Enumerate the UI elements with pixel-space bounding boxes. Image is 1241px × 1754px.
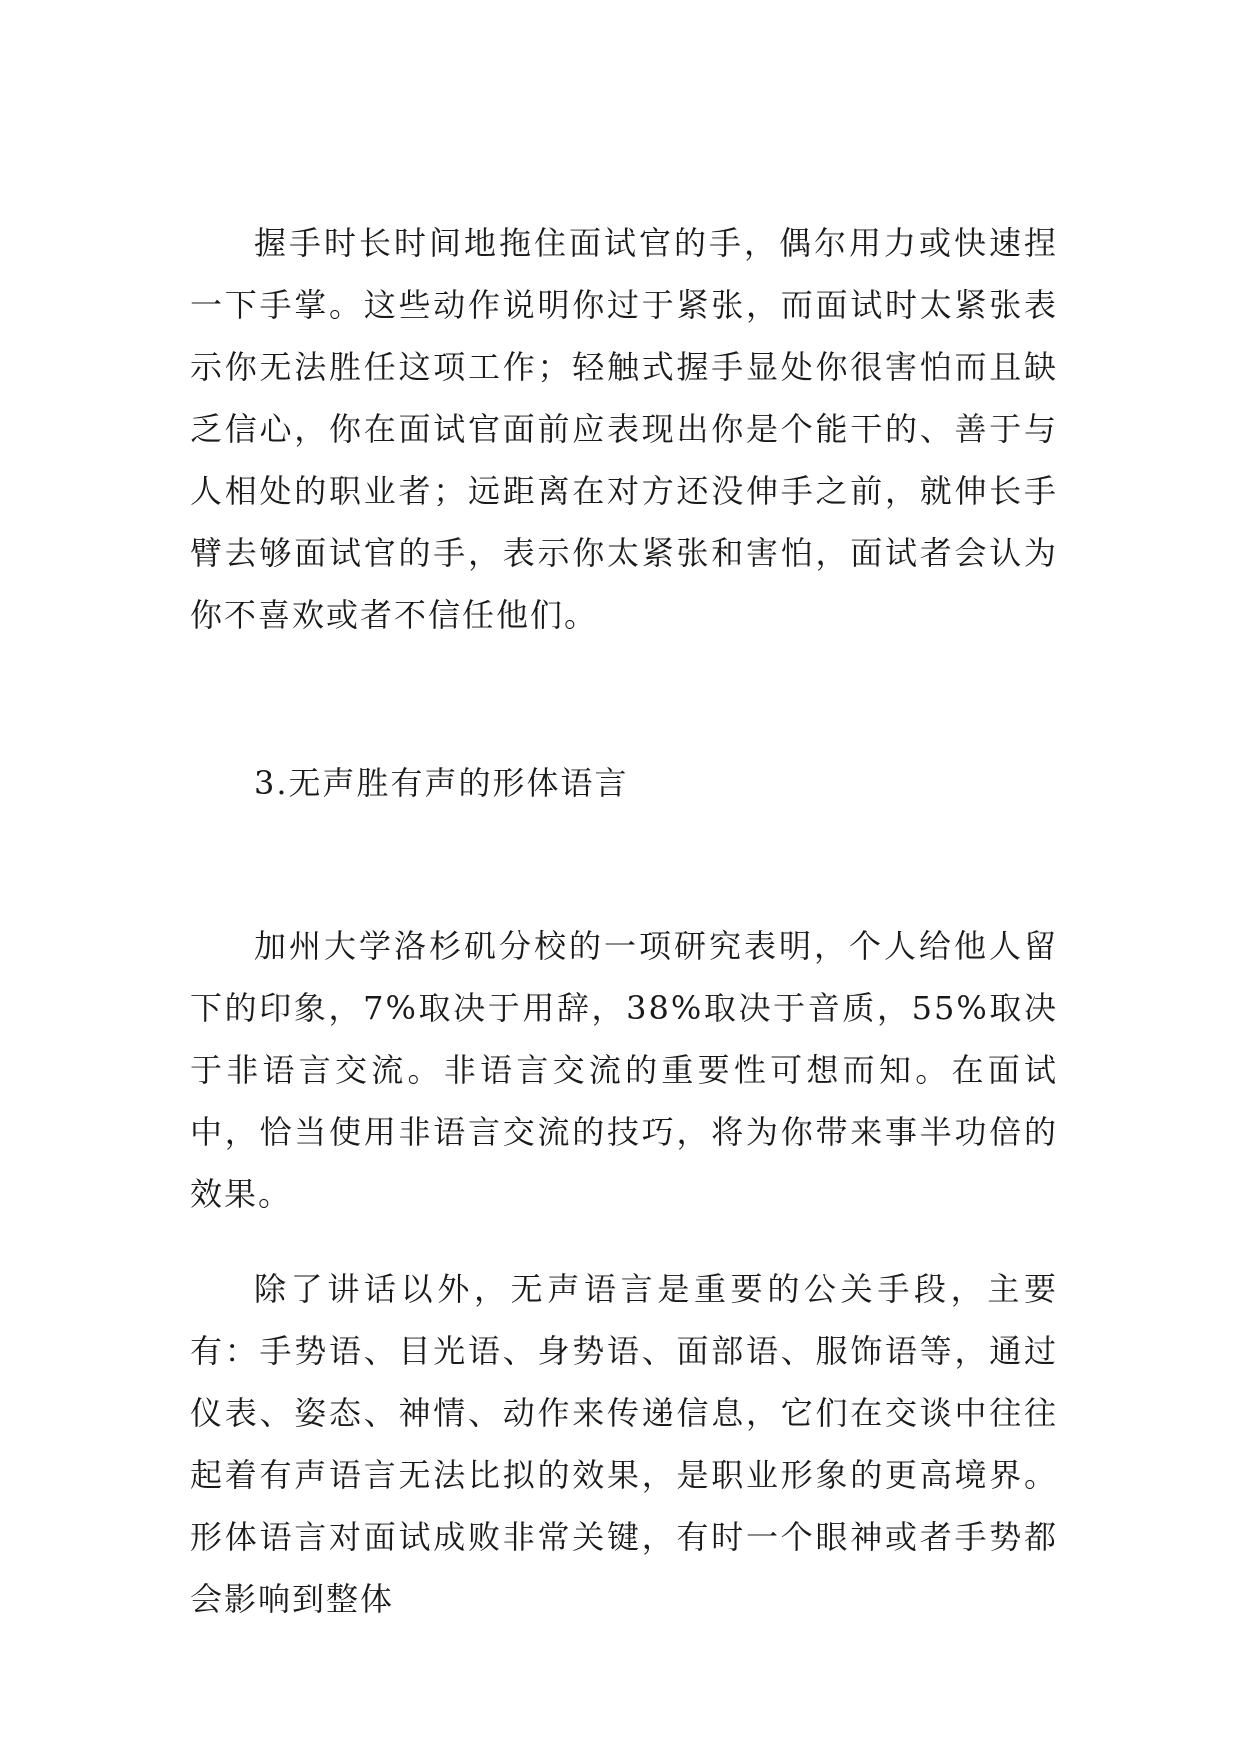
body-paragraph-handshake: 握手时长时间地拖住面试官的手，偶尔用力或快速捏一下手掌。这些动作说明你过于紧张，而面试时太紧张表示你无法胜任这项工作；轻触式握手显处你很害怕而且缺乏信心，你在面试官面前应表现出你是个能干的、善于与人相处的职业者；远距离在对方还没伸手之前，就伸长手臂去够面试官的手，表示你太紧张和害怕，面试者会认为你不喜欢或者不信任他们。 <box>190 224 1058 634</box>
body-paragraph-research: 加州大学洛杉矶分校的一项研究表明，个人给他人留下的印象，7%取决于用辞，38%取决于音质，55%取决于非语言交流。非语言交流的重要性可想而知。在面试中，恰当使用非语言交流的技巧，将为你带来事半功倍的效果。 <box>190 927 1058 1213</box>
body-paragraph-body-language: 除了讲话以外，无声语言是重要的公关手段，主要有：手势语、目光语、身势语、面部语、服饰语等，通过仪表、姿态、神情、动作来传递信息，它们在交谈中往往起着有声语言无法比拟的效果，是职业形象的更高境界。形体语言对面试成败非常关键，有时一个眼神或者手势都会影响到整体 <box>190 1270 1058 1618</box>
section-heading: 3.无声胜有声的形体语言 <box>254 764 629 802</box>
